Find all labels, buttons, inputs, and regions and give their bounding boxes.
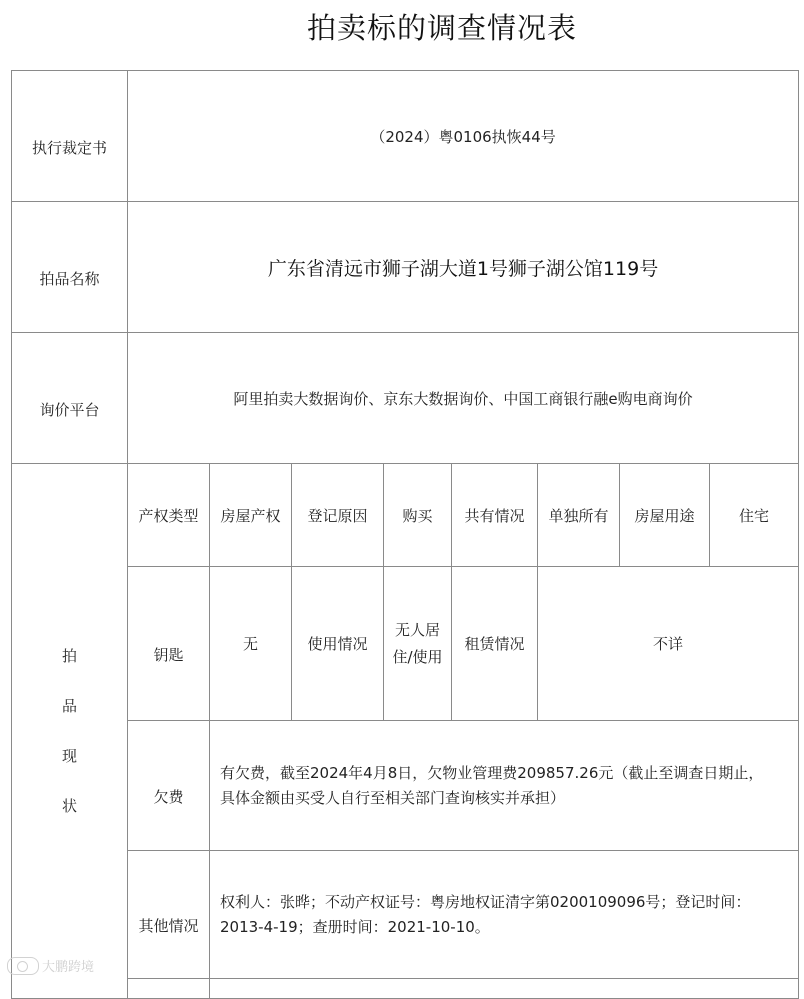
table-row bbox=[12, 202, 799, 333]
arrears-label: 欠费 bbox=[128, 721, 210, 851]
lease-value: 不详 bbox=[538, 567, 799, 721]
property-type-value: 房屋产权 bbox=[210, 464, 292, 567]
empty-cell bbox=[210, 979, 799, 999]
page-title: 拍卖标的调查情况表 bbox=[306, 11, 577, 45]
ruling-value: （2024）粤0106执恢44号 bbox=[128, 71, 799, 202]
other-info-row bbox=[12, 851, 799, 979]
house-use-label: 房屋用途 bbox=[620, 464, 710, 567]
arrears-value: 有欠费，截至2024年4月8日，欠物业管理费209857.26元（截止至调查日期止，具体金额由买受人自行至相关部门查询核实并承担） bbox=[210, 721, 799, 851]
table-row bbox=[12, 71, 799, 202]
watermark-text: 大鹏跨境 bbox=[42, 960, 95, 975]
key-label: 钥匙 bbox=[128, 567, 210, 721]
occupancy-row bbox=[12, 567, 799, 721]
auction-survey-table bbox=[11, 70, 799, 999]
co-ownership-label: 共有情况 bbox=[452, 464, 538, 567]
usage-label: 使用情况 bbox=[292, 567, 384, 721]
key-value: 无 bbox=[210, 567, 292, 721]
property-type-label: 产权类型 bbox=[128, 464, 210, 567]
lease-label: 租赁情况 bbox=[452, 567, 538, 721]
empty-cell bbox=[128, 979, 210, 999]
ruling-label: 执行裁定书 bbox=[12, 71, 128, 202]
platform-value: 阿里拍卖大数据询价、京东大数据询价、中国工商银行融e购电商询价 bbox=[128, 333, 799, 464]
usage-value: 无人居住/使用 bbox=[384, 567, 452, 721]
table-row bbox=[12, 979, 799, 999]
status-label-char: 拍 bbox=[61, 647, 77, 665]
status-label-char: 现 bbox=[61, 747, 77, 765]
co-ownership-value: 单独所有 bbox=[538, 464, 620, 567]
table-row bbox=[12, 333, 799, 464]
property-rights-row bbox=[12, 464, 799, 567]
status-label-char: 品 bbox=[61, 697, 77, 715]
item-name-label: 拍品名称 bbox=[12, 202, 128, 333]
watermark bbox=[7, 956, 94, 975]
status-label-char: 状 bbox=[61, 797, 77, 815]
register-reason-value: 购买 bbox=[384, 464, 452, 567]
logo-icon bbox=[7, 957, 39, 975]
other-info-label: 其他情况 bbox=[128, 851, 210, 979]
arrears-row bbox=[12, 721, 799, 851]
other-info-value: 权利人：张晔；不动产权证号：粤房地权证清字第0200109096号；登记时间：2013-4-19；查册时间：2021-10-10。 bbox=[210, 851, 799, 979]
house-use-value: 住宅 bbox=[710, 464, 799, 567]
platform-label: 询价平台 bbox=[12, 333, 128, 464]
status-section-label bbox=[12, 464, 128, 999]
register-reason-label: 登记原因 bbox=[292, 464, 384, 567]
item-name-value: 广东省清远市狮子湖大道1号狮子湖公馆119号 bbox=[128, 202, 799, 333]
